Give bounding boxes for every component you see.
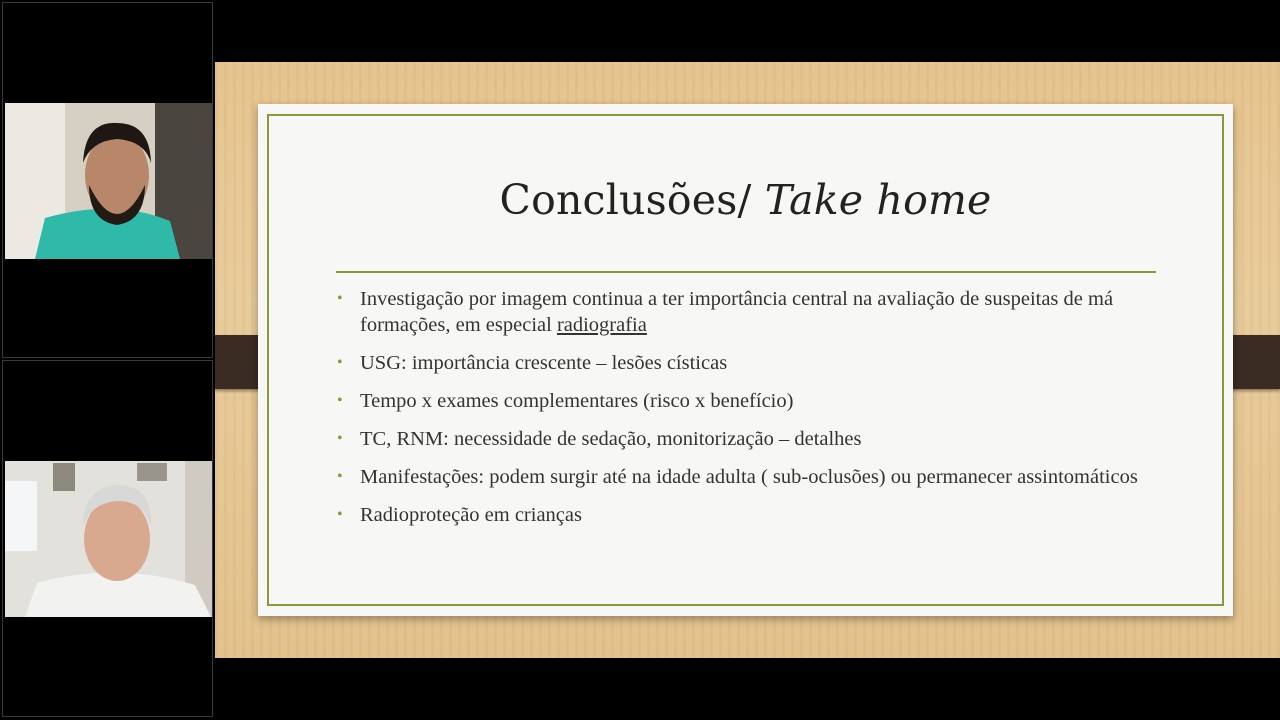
bullet-dot-icon: •: [337, 392, 343, 409]
slide-title: [258, 176, 1233, 224]
participant-video-2: [5, 461, 212, 617]
bullet-text: Manifestações: podem surgir até na idade adulta ( sub-oclusões) ou permanecer assintomáticos: [360, 466, 1138, 488]
bullet-item: [336, 464, 1156, 490]
bullet-item: [336, 502, 1156, 528]
title-divider: [336, 271, 1156, 273]
bullet-text: Investigação por imagem continua a ter importância central na avaliação de suspeitas de má formações, em especial: [360, 288, 1114, 336]
participant-video-1: [5, 103, 212, 259]
bullet-item: [336, 350, 1156, 376]
bullet-underlined-text: radiografia: [556, 314, 647, 336]
bullet-text: USG: importância crescente – lesões císticas: [360, 352, 728, 374]
bullet-dot-icon: •: [337, 468, 343, 485]
slide-title-main: Conclusões/: [499, 176, 765, 224]
bullet-item: [336, 286, 1156, 338]
bullet-list: [336, 286, 1156, 540]
shared-slide-area: [215, 62, 1280, 658]
bullet-dot-icon: •: [337, 354, 343, 371]
bullet-text: Radioproteção em crianças: [360, 504, 582, 526]
slide-paper: [258, 104, 1233, 616]
bullet-item: [336, 388, 1156, 414]
bullet-dot-icon: •: [337, 290, 343, 307]
bullet-item: [336, 426, 1156, 452]
participant-tile-2[interactable]: [2, 360, 213, 717]
slide-title-italic: Take home: [764, 176, 992, 224]
bullet-dot-icon: •: [337, 430, 343, 447]
bullet-dot-icon: •: [337, 506, 343, 523]
participant-tile-1[interactable]: [2, 2, 213, 358]
bullet-text: TC, RNM: necessidade de sedação, monitorização – detalhes: [360, 428, 862, 450]
bullet-text: Tempo x exames complementares (risco x benefício): [360, 390, 794, 412]
participants-sidebar: [0, 0, 215, 720]
